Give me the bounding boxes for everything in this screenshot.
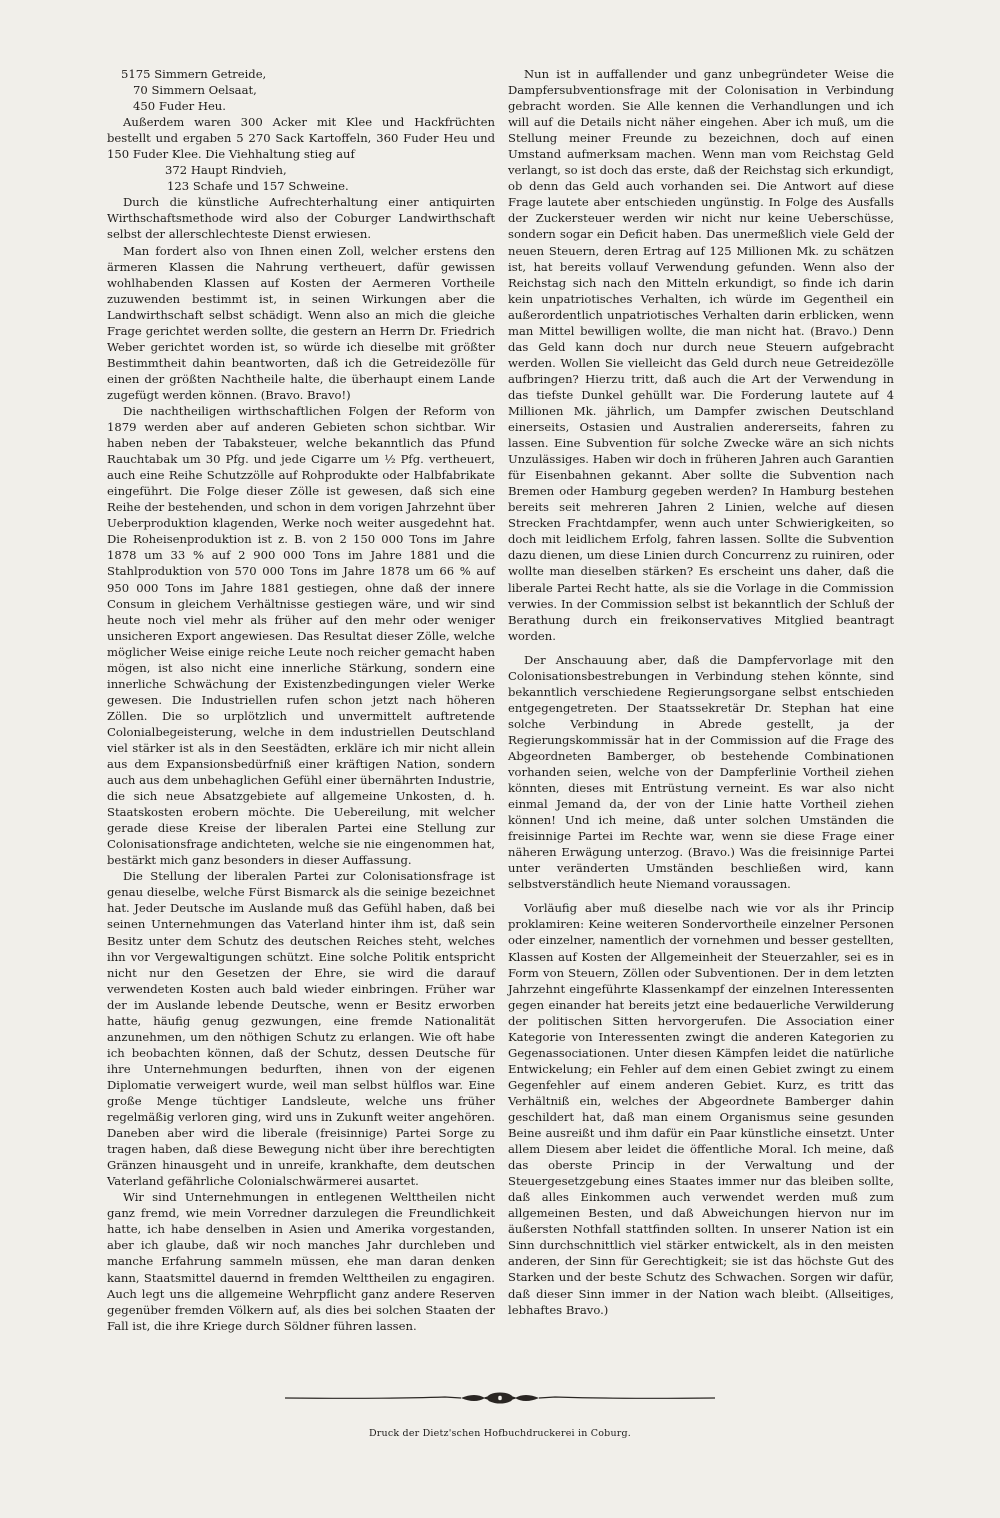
stat-hay: 450 Fuder Heu. <box>133 99 226 114</box>
paragraph: Die Stellung der liberalen Partei zur Colonisationsfrage ist genau dieselbe, welche Fürst Bismarck als die seinige bezeichnet hat. Jeder Deutsche im Auslande muß das Gefühl haben, daß bei seinen Unternehmungen das Vaterland hinter ihm ist, daß sein Besitz unter dem Schutz des deutschen Reiches steht, welches ihn vor Vergewaltigungen schützt. Eine solche Politik entspricht nicht nur den Gesetzen der Ehre, sie wird die darauf verwendeten Kosten auch bald wieder einbringen. Früher war der im Auslande lebende Deutsche, wenn er Besitz erworben hatte, häufig genug gezwungen, eine fremde Nationalität anzunehmen, um den nöthigen Schutz zu erlangen. Wie oft habe ich beobachten können, daß der Schutz, dessen Deutsche für ihre Unternehmungen bedurften, ihnen von der eigenen Diplomatie verweigert wurde, weil man selbst hülflos war. Eine große Menge tüchtiger Landsleute, welche uns früher regelmäßig verloren ging, wird uns in Zukunft weiter angehören. Daneben aber wird die liberale (freisinnige) Partei Sorge zu tragen haben, daß diese Bewegung nicht über ihre berechtigten Gränzen hinausgeht und in unreife, krankhafte, dem deutschen Vaterland gefährliche Colonialschwärmerei ausartet. <box>107 869 495 1189</box>
paragraph-gap <box>508 892 894 900</box>
paragraph: Vorläufig aber muß dieselbe nach wie vor als ihr Princip proklamiren: Keine weiteren Sondervortheile einzelner Personen oder einzelner, namentlich der vornehmen und besser gestellten, Klassen auf Kosten der Allgemeinheit der Steuerzahler, sei es in Form von Steuern, Zöllen oder Subventionen. Der in dem letzten Jahrzehnt eingeführte Klassenkampf der einzelnen Interessenten gegen einander hat bereits jetzt eine bedauerliche Verwilderung der politischen Sitten hervorgerufen. Die Association einer Kategorie von Interessenten zwingt die anderen Kategorien zu Gegenassociationen. Unter diesen Kämpfen leidet die natürliche Entwickelung; ein Fehler auf dem einen Gebiet zwingt zu einem Gegenfehler auf einem anderen Gebiet. Kurz, es tritt das Verhältniß ein, welches der Abgeordnete Bamberger dahin geschildert hat, daß man einem Organismus seine gesunden Beine ausreißt und ihm dafür ein Paar künstliche einsetzt. Unter allem Diesem aber leidet die öffentliche Moral. Ich meine, daß das oberste Princip in der Verwaltung und der Steuergesetzgebung eines Staates immer nur das bleiben sollte, daß alles Einkommen auch verwendet werden muß zum allgemeinen Besten, und daß Abweichungen hiervon nur im äußersten Nothfall stattfinden sollten. In unserer Nation ist ein Sinn durchschnittlich viel stärker entwickelt, als in den meisten anderen, der Sinn für Gerechtigkeit; sie ist das höchste Gut des Starken und der beste Schutz des Schwachen. Sorgen wir dafür, daß dieser Sinn immer in der Nation wach bleibt. (Allseitiges, lebhaftes Bravo.) <box>508 901 894 1317</box>
paragraph: Die nachtheiligen wirthschaftlichen Folgen der Reform von 1879 werden aber auf anderen Gebieten schon sichtbar. Wir haben neben der Tabaksteuer, welche bekanntlich das Pfund Rauchtabak um 30 Pfg. und jede Cigarre um ½ Pfg. vertheuert, auch eine Reihe Schutzzölle auf Rohprodukte oder Halbfabrikate eingeführt. Die Folge dieser Zölle ist gewesen, daß sich eine Reihe der bestehenden, und schon in dem vorigen Jahrzehnt über Ueberproduktion klagenden, Werke noch weiter ausgedehnt hat. Die Roheisenproduktion ist z. B. von 2 150 000 Tons im Jahre 1878 um 33 % auf 2 900 000 Tons im Jahre 1881 und die Stahlproduktion von 570 000 Tons im Jahre 1878 um 66 % auf 950 000 Tons im Jahre 1881 gestiegen, ohne daß der innere Consum in gleichem Verhältnisse gestiegen wäre, und wir sind heute noch viel mehr als früher auf den mehr oder weniger unsicheren Export angewiesen. Das Resultat dieser Zölle, welche möglicher Weise einige reiche Leute noch reicher gemacht haben mögen, ist also nicht eine innerliche Stärkung, sondern eine innerliche Schwächung der Existenzbedingungen vieler Werke gewesen. Die Industriellen rufen schon jetzt nach höheren Zöllen. Die so urplötzlich und unvermittelt auftretende Colonialbegeisterung, welche in dem industriellen Deutschland viel stärker ist als in den Seestädten, erkläre ich mir nicht allein aus dem Expansionsbedürfniß einer kräftigen Nation, sondern auch aus dem unbehaglichen Gefühl einer übernährten Industrie, die sich neue Absatzgebiete auf allgemeine Unkosten, d. h. Staatskosten erobern möchte. Die Uebereilung, mit welcher gerade diese Kreise der liberalen Partei eine Stellung zur Colonisationsfrage andichteten, welche sie nie eingenommen hat, bestärkt mich ganz besonders in dieser Auffassung. <box>107 403 495 868</box>
stat-oilseed: 70 Simmern Oelsaat, <box>133 83 257 98</box>
stat-grain: 5175 Simmern Getreide, <box>121 67 267 81</box>
paragraph: Der Anschauung aber, daß die Dampfervorlage mit den Colonisationsbestrebungen in Verbindung stehen könnte, sind bekanntlich verschiedene Regierungsorgane selbst entschieden entgegengetreten. Der Staatssekretär Dr. Stephan hat eine solche Verbindung in Abrede gestellt, ja der Regierungskommissär hat in der Commission auf die Frage des Abgeordneten Bamberger, ob bestehende Combinationen vorhanden seien, welche von der Dampferlinie Vortheil ziehen könnten, dieses mit Entrüstung verneint. Es war also nicht einmal Jemand da, der von der Linie hatte Vortheil ziehen können! Und ich meine, daß unter solchen Umständen die freisinnige Partei im Rechte war, wenn sie diese Frage einer näheren Erwägung unterzog. (Bravo.) Was die freisinnige Partei unter veränderten Umständen beschließen wird, kann selbstverständlich heute Niemand voraussagen. <box>508 652 894 892</box>
ornamental-divider <box>285 1390 715 1406</box>
paragraph: Man fordert also von Ihnen einen Zoll, welcher erstens den ärmeren Klassen die Nahrung vertheuert, dafür gewissen wohlhabenden Klassen auf Kosten der Aermeren Vortheile zuzuwenden bestimmt ist, in seinen Wirkungen aber die Landwirthschaft selbst schädigt. Wenn also an mich die gleiche Frage gerichtet werden sollte, die gestern an Herrn Dr. Friedrich Weber gerichtet worden ist, so würde ich dieselbe mit größter Bestimmtheit dahin beantworten, daß ich die Getreidezölle für einen der größten Nachtheile halte, die überhaupt einem Lande zugefügt werden können. (Bravo. Bravo!) <box>107 243 495 402</box>
printer-imprint: Druck der Dietz'schen Hofbuchdruckerei in Coburg. <box>368 1428 632 1439</box>
paragraph-gap <box>508 644 894 652</box>
paragraph: Außerdem waren 300 Acker mit Klee und Hackfrüchten bestellt und ergaben 5 270 Sack Kartoffeln, 360 Fuder Heu und 150 Fuder Klee. Die Viehhaltung stieg auf <box>107 115 495 162</box>
paragraph: Nun ist in auffallender und ganz unbegründeter Weise die Dampfersubventionsfrage mit der Colonisation in Verbindung gebracht worden. Sie Alle kennen die Verhandlungen und ich will auf die Details nicht näher eingehen. Aber ich muß, um die Stellung meiner Freunde zu bezeichnen, doch auf einen Umstand aufmerksam machen. Wenn man vom Reichstag Geld verlangt, so ist doch das erste, daß der Reichstag sich erkundigt, ob denn das Geld auch vorhanden sei. Die Antwort auf diese Frage lautete aber entschieden ungünstig. In Folge des Ausfalls der Zuckersteuer werden wir nicht nur keine Ueberschüsse, sondern sogar ein Deficit haben. Das unermeßlich viele Geld der neuen Steuern, deren Ertrag auf 125 Millionen Mk. zu schätzen ist, hat bereits vollauf Verwendung gefunden. Wenn also der Reichstag sich nach den Mitteln erkundigt, so finde ich darin kein unpatriotisches Verhalten, ich würde im Gegentheil ein außerordentlich unpatriotisches Verhalten darin erblicken, wenn man Mittel bewilligen wollte, die man nicht hat. (Bravo.) Denn das Geld kann doch nur durch neue Steuern aufgebracht werden. Wollen Sie vielleicht das Geld durch neue Getreidezölle aufbringen? Hierzu tritt, daß auch die Art der Verwendung in das tiefste Dunkel gehüllt war. Die Forderung lautete auf 4 Millionen Mk. jährlich, um Dampfer zwischen Deutschland einerseits, Ostasien und Australien andererseits, fahren zu lassen. Eine Subvention für solche Zwecke wäre an sich nichts Unzulässiges. Haben wir doch in früheren Jahren auch Garantien für Eisenbahnen gekannt. Aber sollte die Subvention nach Bremen oder Hamburg gegeben werden? In Hamburg bestehen bereits seit mehreren Jahren 2 Linien, welche auf diesen Strecken Frachtdampfer, wenn auch unter Schwierigkeiten, so doch mit leidlichem Erfolg, fahren lassen. Sollte die Subvention dazu dienen, um diese Linien durch Concurrenz zu ruiniren, oder wollte man dieselben stärken? Es erscheint uns daher, daß die liberale Partei Recht hatte, als sie die Vorlage in die Commission verwies. In der Commission selbst ist bekanntlich der Schluß der Berathung durch ein freikonservatives Mitglied beantragt worden. <box>508 67 894 643</box>
left-column <box>107 66 495 1334</box>
stat-sheep-pigs: 123 Schafe und 157 Schweine. <box>167 179 349 194</box>
paragraph: Wir sind Unternehmungen in entlegenen Welttheilen nicht ganz fremd, wie mein Vorredner darzulegen die Freundlichkeit hatte, ich habe denselben in Asien und Amerika vorgestanden, aber ich glaube, daß wir noch manches Jahr durchleben und manche Erfahrung sammeln müssen, ehe man daran denken kann, Staatsmittel dauernd in fremden Welttheilen zu engagiren. Auch legt uns die allgemeine Wehrpflicht ganz andere Reserven gegenüber fremden Völkern auf, als dies bei solchen Staaten der Fall ist, die ihre Kriege durch Söldner führen lassen. <box>107 1190 495 1333</box>
paragraph: Durch die künstliche Aufrechterhaltung einer antiquirten Wirthschaftsmethode wird also der Coburger Landwirthschaft selbst der allerschlechteste Dienst erwiesen. <box>107 195 495 242</box>
right-column <box>508 66 894 1318</box>
stat-cattle: 372 Haupt Rindvieh, <box>165 163 287 178</box>
